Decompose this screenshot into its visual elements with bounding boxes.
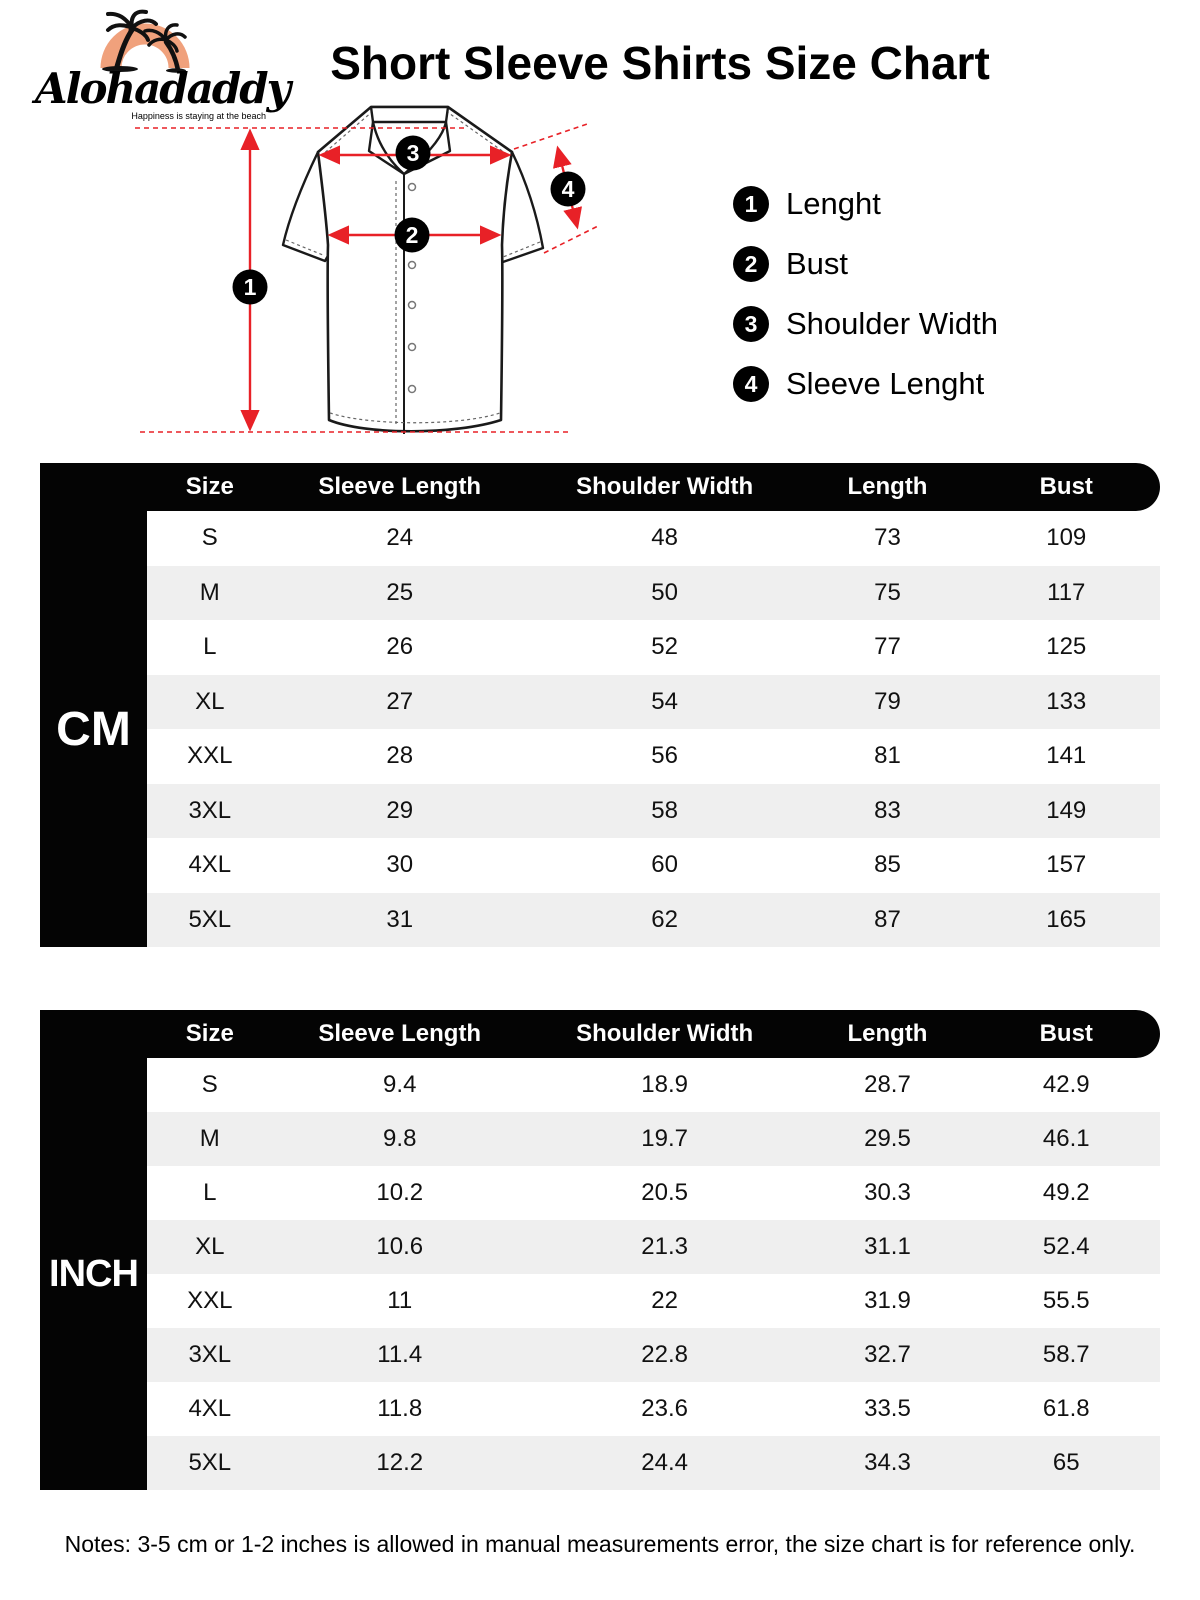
table-cell: M — [199, 1125, 220, 1152]
legend-label-bust: Bust — [786, 246, 849, 281]
table-cell: 3XL — [188, 1341, 232, 1368]
table-cell: M — [199, 578, 220, 606]
table-cell: 32.7 — [864, 1341, 911, 1368]
table-cell: S — [201, 1071, 218, 1098]
table-cell: 83 — [874, 796, 901, 824]
unit-label-cm: CM — [40, 511, 147, 947]
table-row — [147, 1274, 1160, 1328]
table-cell: 55.5 — [1042, 1287, 1090, 1314]
table-cell: 25 — [386, 578, 414, 606]
table-cell: 79 — [874, 687, 901, 715]
column-header: Size — [185, 473, 234, 500]
legend-item-bust — [733, 245, 998, 283]
size-table-cm — [40, 463, 1160, 947]
table-cell: 56 — [651, 742, 678, 770]
table-cell: 22 — [651, 1287, 678, 1314]
column-header: Shoulder Width — [576, 473, 754, 500]
table-cell: XXL — [187, 1287, 233, 1314]
table-header-spacer — [40, 1010, 147, 1058]
table-cell: 4XL — [188, 851, 232, 879]
table-cell: 61.8 — [1042, 1395, 1090, 1422]
legend-badge-4: 4 — [733, 366, 769, 402]
table-cell: 73 — [874, 524, 901, 552]
table-cell: 31.1 — [864, 1233, 911, 1260]
legend-item-shoulder-width — [733, 305, 998, 343]
table-row — [147, 1328, 1160, 1382]
notes-text: Notes: 3-5 cm or 1-2 inches is allowed in manual measurements error, the size chart is for reference only. — [64, 1531, 1136, 1557]
table-row — [147, 1112, 1160, 1166]
legend-item-sleeve-length — [733, 365, 998, 403]
svg-text:4: 4 — [561, 176, 575, 202]
table-cell: 23.6 — [641, 1395, 688, 1422]
table-cell: 28 — [386, 742, 414, 770]
table-cell: 60 — [651, 851, 678, 879]
table-cell: 87 — [874, 905, 901, 933]
table-cell: 10.2 — [376, 1179, 424, 1206]
table-cell: 5XL — [188, 905, 232, 933]
table-header — [40, 463, 1160, 511]
table-row — [147, 1220, 1160, 1274]
table-cell: 34.3 — [864, 1449, 911, 1476]
table-cell: 33.5 — [864, 1395, 911, 1422]
brand-tagline: Happiness is staying at the beach — [131, 111, 266, 121]
table-cell: 26 — [386, 633, 414, 661]
table-cell: 29 — [386, 796, 414, 824]
table-cell: 85 — [874, 851, 901, 879]
table-cell: 58.7 — [1042, 1341, 1090, 1368]
column-header: Size — [185, 1020, 234, 1047]
table-cell: 125 — [1046, 633, 1087, 661]
page-title: Short Sleeve Shirts Size Chart — [330, 37, 990, 89]
brand-name: Alohadaddy — [35, 64, 290, 113]
unit-label-inch: INCH — [40, 1058, 147, 1490]
table-row — [147, 1436, 1160, 1490]
table-cell: L — [203, 633, 217, 661]
table-cell: 75 — [874, 578, 901, 606]
table-cell: 30.3 — [864, 1179, 911, 1206]
table-cell: 24.4 — [641, 1449, 688, 1476]
measure-badge-bust — [395, 218, 430, 253]
table-cell: 77 — [874, 633, 901, 661]
table-cell: 28.7 — [864, 1071, 911, 1098]
table-cell: 46.1 — [1042, 1125, 1090, 1152]
table-row — [147, 566, 1160, 621]
table-cell: 42.9 — [1042, 1071, 1090, 1098]
table-cell: 27 — [386, 687, 414, 715]
table-cell: 10.6 — [376, 1233, 424, 1260]
column-header: Sleeve Length — [318, 473, 482, 500]
table-cell: 52.4 — [1042, 1233, 1090, 1260]
legend-badge-1: 1 — [733, 186, 769, 222]
table-cell: 3XL — [188, 796, 232, 824]
table-cell: 22.8 — [641, 1341, 688, 1368]
legend-label-shoulder-width: Shoulder Width — [786, 306, 998, 341]
legend-item-length — [733, 185, 998, 223]
measure-badge-sleeve-length — [551, 172, 586, 207]
column-header: Sleeve Length — [318, 1020, 482, 1047]
table-cell: 133 — [1046, 687, 1087, 715]
table-row — [147, 620, 1160, 675]
table-cell: 24 — [386, 524, 414, 552]
table-cell: 30 — [386, 851, 414, 879]
table-cell: 109 — [1046, 524, 1087, 552]
table-row — [147, 1382, 1160, 1436]
table-cell: XL — [195, 1233, 225, 1260]
table-row — [147, 511, 1160, 566]
svg-text:3: 3 — [406, 140, 420, 166]
table-cell: 157 — [1046, 851, 1087, 879]
table-cell: 48 — [651, 524, 678, 552]
table-cell: XL — [195, 687, 225, 715]
table-cell: 9.4 — [383, 1071, 417, 1098]
table-cell: 9.8 — [383, 1125, 417, 1152]
table-cell: 58 — [651, 796, 678, 824]
table-cell: 62 — [651, 905, 678, 933]
legend-label-length: Lenght — [786, 186, 881, 221]
legend-badge-3: 3 — [733, 306, 769, 342]
column-header: Shoulder Width — [576, 1020, 754, 1047]
table-cell: 31 — [386, 905, 414, 933]
shirt-diagram — [120, 95, 600, 445]
svg-text:2: 2 — [405, 222, 419, 248]
table-cell: 141 — [1046, 742, 1087, 770]
table-row — [147, 784, 1160, 839]
table-cell: 4XL — [188, 1395, 232, 1422]
size-table-inch — [40, 1010, 1160, 1490]
table-cell: 11.8 — [377, 1395, 423, 1422]
measure-badge-shoulder-width — [396, 136, 431, 171]
legend-label-sleeve-length: Sleeve Lenght — [786, 366, 985, 401]
table-cell: 11.4 — [377, 1341, 423, 1368]
column-header: Length — [847, 1020, 928, 1047]
table-cell: 19.7 — [641, 1125, 688, 1152]
table-row — [147, 1058, 1160, 1112]
table-cell: 50 — [651, 578, 678, 606]
table-row — [147, 893, 1160, 948]
table-cell: L — [203, 1179, 217, 1206]
table-cell: 117 — [1047, 578, 1086, 606]
table-header-spacer — [40, 463, 147, 511]
measure-badge-length — [233, 270, 268, 305]
svg-text:1: 1 — [243, 274, 257, 300]
table-cell: 11 — [387, 1287, 413, 1314]
column-header: Bust — [1039, 1020, 1093, 1047]
table-cell: 20.5 — [641, 1179, 688, 1206]
table-cell: 5XL — [188, 1449, 232, 1476]
column-header: Bust — [1039, 473, 1093, 500]
legend-badge-2: 2 — [733, 246, 769, 282]
table-cell: 81 — [874, 742, 901, 770]
table-cell: 21.3 — [641, 1233, 688, 1260]
table-row — [147, 1166, 1160, 1220]
table-cell: 149 — [1046, 796, 1087, 824]
shirt-sketch-icon — [120, 95, 600, 445]
table-cell: 54 — [651, 687, 678, 715]
table-row — [147, 729, 1160, 784]
table-cell: XXL — [187, 742, 233, 770]
table-row — [147, 838, 1160, 893]
table-cell: 12.2 — [376, 1449, 424, 1476]
measurement-legend — [733, 185, 998, 403]
table-cell: 65 — [1052, 1449, 1080, 1476]
table-cell: S — [201, 524, 218, 552]
table-cell: 49.2 — [1042, 1179, 1090, 1206]
table-header — [40, 1010, 1160, 1058]
table-cell: 52 — [651, 633, 678, 661]
table-cell: 31.9 — [864, 1287, 911, 1314]
table-cell: 29.5 — [864, 1125, 911, 1152]
column-header: Length — [847, 473, 928, 500]
table-cell: 165 — [1046, 905, 1087, 933]
table-cell: 18.9 — [641, 1071, 688, 1098]
table-row — [147, 675, 1160, 730]
